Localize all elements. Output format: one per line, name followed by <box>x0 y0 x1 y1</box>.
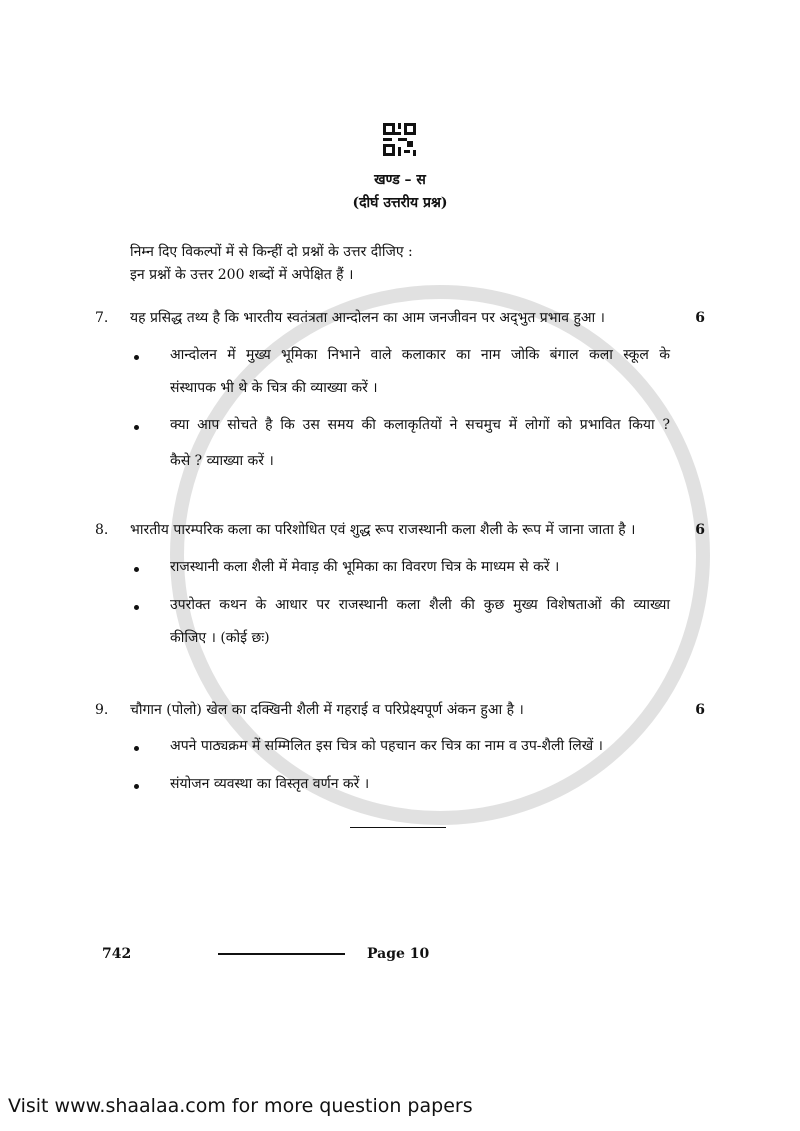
end-divider <box>350 827 446 828</box>
bullet-text: कीजिए । (कोई छः) <box>170 630 270 646</box>
question-8 <box>95 521 705 539</box>
bullet-item <box>134 775 670 793</box>
instruction-line: निम्न दिए विकल्पों में से किन्हीं दो प्रश्नों के उत्तर दीजिए : <box>130 244 413 260</box>
question-7 <box>95 309 705 327</box>
question-number: 7. <box>95 310 109 326</box>
bullet-item <box>134 346 670 364</box>
bullet-icon <box>134 567 139 572</box>
bullet-item <box>134 596 670 614</box>
bullet-continuation <box>134 452 670 470</box>
bullet-text: राजस्थानी कला शैली में मेवाड़ की भूमिका का विवरण चित्र के माध्यम से करें । <box>170 559 560 575</box>
question-text: यह प्रसिद्ध तथ्य है कि भारतीय स्वतंत्रता आन्दोलन का आम जनजीवन पर अद्‌भुत प्रभाव हुआ । <box>130 310 605 326</box>
section-subtitle: (दीर्घ उत्तरीय प्रश्न) <box>352 195 448 211</box>
footer-divider <box>218 953 345 955</box>
shaalaa-banner-link[interactable]: Visit www.shaalaa.com for more question papers <box>8 1095 473 1117</box>
bullet-icon <box>134 605 139 610</box>
qr-code-icon <box>383 123 416 156</box>
bullet-icon <box>134 746 139 751</box>
bullet-text: क्या आप सोचते है कि उस समय की कलाकृतियों ने सचमुच में लोगों को प्रभावित किया ? <box>170 417 670 433</box>
paper-code: 742 <box>102 946 132 962</box>
question-marks: 6 <box>695 702 705 718</box>
question-text: भारतीय पारम्परिक कला का परिशोधित एवं शुद्ध रूप राजस्थानी कला शैली के रूप में जाना जाता है । <box>130 522 636 538</box>
question-number: 8. <box>95 522 109 538</box>
bullet-text: उपरोक्त कथन के आधार पर राजस्थानी कला शैली की कुछ मुख्य विशेषताओं की व्याख्या <box>170 597 670 613</box>
bullet-item <box>134 558 670 576</box>
instruction-line: इन प्रश्नों के उत्तर 200 शब्दों में अपेक्षित हैं । <box>130 267 354 283</box>
bullet-icon <box>134 355 139 360</box>
bullet-item <box>134 416 670 434</box>
page-footer <box>102 945 800 963</box>
question-9 <box>95 701 705 719</box>
bullet-item <box>134 737 670 755</box>
bullet-icon <box>134 425 139 430</box>
bullet-text: कैसे ? व्याख्या करें । <box>170 453 274 469</box>
bullet-icon <box>134 784 139 789</box>
bullet-continuation <box>134 629 670 647</box>
question-number: 9. <box>95 702 109 718</box>
bullet-text: आन्दोलन में मुख्य भूमिका निभाने वाले कलाकार का नाम जोकि बंगाल कला स्कूल के <box>170 347 670 363</box>
section-title: खण्ड – स <box>374 172 426 188</box>
bullet-text: संस्थापक भी थे के चित्र की व्याख्या करें । <box>170 380 378 396</box>
bullet-text: संयोजन व्यवस्था का विस्तृत वर्णन करें । <box>170 776 370 792</box>
question-marks: 6 <box>695 522 705 538</box>
question-text: चौगान (पोलो) खेल का दक्खिनी शैली में गहराई व परिप्रेक्ष्यपूर्ण अंकन हुआ है । <box>130 702 524 718</box>
bullet-continuation <box>134 379 670 397</box>
bullet-text: अपने पाठ्यक्रम में सम्मिलित इस चित्र को पहचान कर चित्र का नाम व उप-शैली लिखें । <box>170 738 603 754</box>
page-number: Page 10 <box>367 946 430 962</box>
question-marks: 6 <box>695 310 705 326</box>
